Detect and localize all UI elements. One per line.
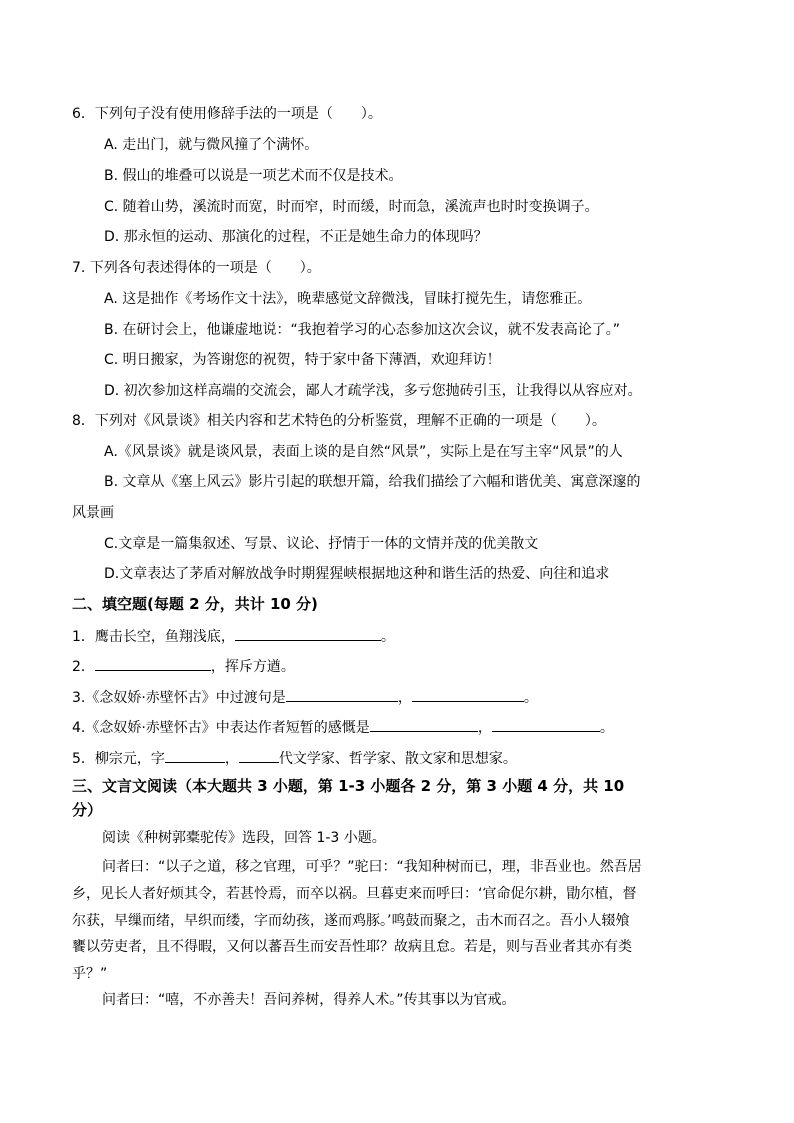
passage-line-5: 乎？”: [72, 966, 108, 982]
fill-item-4-blank-1[interactable]: [370, 717, 478, 732]
question-8-option-a: A.《风景谈》就是谈风景，表面上谈的是自然“风景”，实际上是在写主宰“风景”的人: [104, 444, 623, 460]
question-7-option-d: D. 初次参加这样高端的交流会，鄙人才疏学浅，多亏您抛砖引玉，让我得以从容应对。: [104, 383, 642, 399]
question-8-option-d: D.文章表达了茅盾对解放战争时期猩猩峡根据地这种和谐生活的热爱、向往和追求: [104, 566, 610, 582]
fill-item-4-end: 。: [599, 720, 614, 736]
fill-item-2-text: ，挥斥方遒。: [210, 659, 295, 675]
fill-item-5-blank-1[interactable]: [165, 748, 225, 763]
question-8-stem: 8．下列对《风景谈》相关内容和艺术特色的分析鉴赏，理解不正确的一项是（ ）。: [72, 413, 606, 429]
fill-item-1-text: 1．鹰击长空，鱼翔浅底，: [72, 629, 235, 645]
question-7-stem: 7. 下列各句表述得体的一项是（ ）。: [72, 260, 321, 276]
fill-item-5-text: 5．柳宗元，字: [72, 751, 165, 767]
passage-line-6: 问者曰：“嘻，不亦善夫！吾问养树，得养人术。”传其事以为官戒。: [102, 992, 516, 1008]
fill-item-1-end: 。: [380, 629, 395, 645]
question-6-option-d: D. 那永恒的运动、那演化的过程，不正是她生命力的体现吗？: [104, 229, 488, 245]
question-7-option-c: C. 明日搬家，为答谢您的祝贺，特于家中备下薄酒，欢迎拜访！: [104, 352, 501, 368]
fill-item-5-end: 代文学家、哲学家、散文家和思想家。: [278, 751, 517, 767]
fill-item-5: [72, 748, 517, 769]
question-6-option-a: A. 走出门，就与微风撞了个满怀。: [104, 137, 319, 153]
question-8-option-b-line1: B. 文章从《塞上风云》影片引起的联想开篇，给我们描绘了六幅和谐优美、寓意深邃的: [104, 474, 641, 490]
passage-line-4: 饔以劳吏者，且不得暇，又何以蕃吾生而安吾性耶？故病且怠。若是，则与吾业者其亦有类: [72, 939, 632, 955]
fill-item-3-end: 。: [523, 690, 538, 706]
fill-item-4-sep: ，: [477, 720, 492, 736]
fill-item-1-blank[interactable]: [235, 626, 381, 641]
section-3-title-line1: 三、文言文阅读（本大题共 3 小题，第 1-3 小题各 2 分，第 3 小题 4 分，共 10: [72, 777, 625, 795]
passage-line-1: 问者曰：“以子之道，移之官理，可乎？”驼曰：“我知种树而已，理，非吾业也。然吾居: [102, 859, 642, 875]
question-6-stem: 6．下列句子没有使用修辞手法的一项是（ ）。: [72, 106, 382, 122]
question-8-option-c: C.文章是一篇集叙述、写景、议论、抒情于一体的文情并茂的优美散文: [104, 536, 539, 552]
question-7-option-a: A. 这是拙作《考场作文十法》，晚辈感觉文辞微浅，冒昧打搅先生，请您雅正。: [104, 291, 592, 307]
fill-item-1: [72, 626, 395, 647]
passage-line-3: 尔获，早缫而绪，早织而缕，字而幼孩，遂而鸡豚。’鸣鼓而聚之，击木而召之。吾小人辍飧: [72, 913, 630, 929]
fill-item-2: [72, 656, 295, 677]
fill-item-4: [72, 717, 614, 738]
fill-item-3: [72, 687, 538, 708]
fill-item-2-number: 2．: [72, 659, 95, 675]
question-6-option-b: B. 假山的堆叠可以说是一项艺术而不仅是技术。: [104, 168, 403, 184]
question-6-option-c: C. 随着山势，溪流时而宽，时而窄，时而缓，时而急，溪流声也时时变换调子。: [104, 199, 599, 215]
question-7-option-b: B. 在研讨会上，他谦虚地说：“我抱着学习的心态参加这次会议，就不发表高论了。”: [104, 322, 621, 338]
fill-item-5-sep: ，: [224, 751, 239, 767]
fill-item-3-blank-1[interactable]: [286, 687, 398, 702]
fill-item-3-sep: ，: [397, 690, 412, 706]
fill-item-4-text: 4.《念奴娇·赤壁怀古》中表达作者短暂的感慨是: [72, 720, 370, 736]
question-8-option-b-line2: 风景画: [72, 505, 114, 521]
section-3-title-line2: 分）: [72, 801, 103, 819]
fill-item-5-blank-2[interactable]: [239, 748, 279, 763]
fill-item-3-blank-2[interactable]: [412, 687, 524, 702]
reading-intro: 阅读《种树郭橐驼传》选段，回答 1-3 小题。: [102, 830, 386, 846]
fill-item-4-blank-2[interactable]: [492, 717, 600, 732]
passage-line-2: 乡，见长人者好烦其令，若甚怜焉，而卒以祸。旦暮吏来而呼曰：‘官命促尔耕，勖尔植，督: [72, 886, 637, 902]
fill-item-2-blank[interactable]: [95, 656, 211, 671]
fill-item-3-text: 3.《念奴娇·赤壁怀古》中过渡句是: [72, 690, 286, 706]
section-2-title: 二、填空题(每题 2 分，共计 10 分): [72, 595, 318, 613]
